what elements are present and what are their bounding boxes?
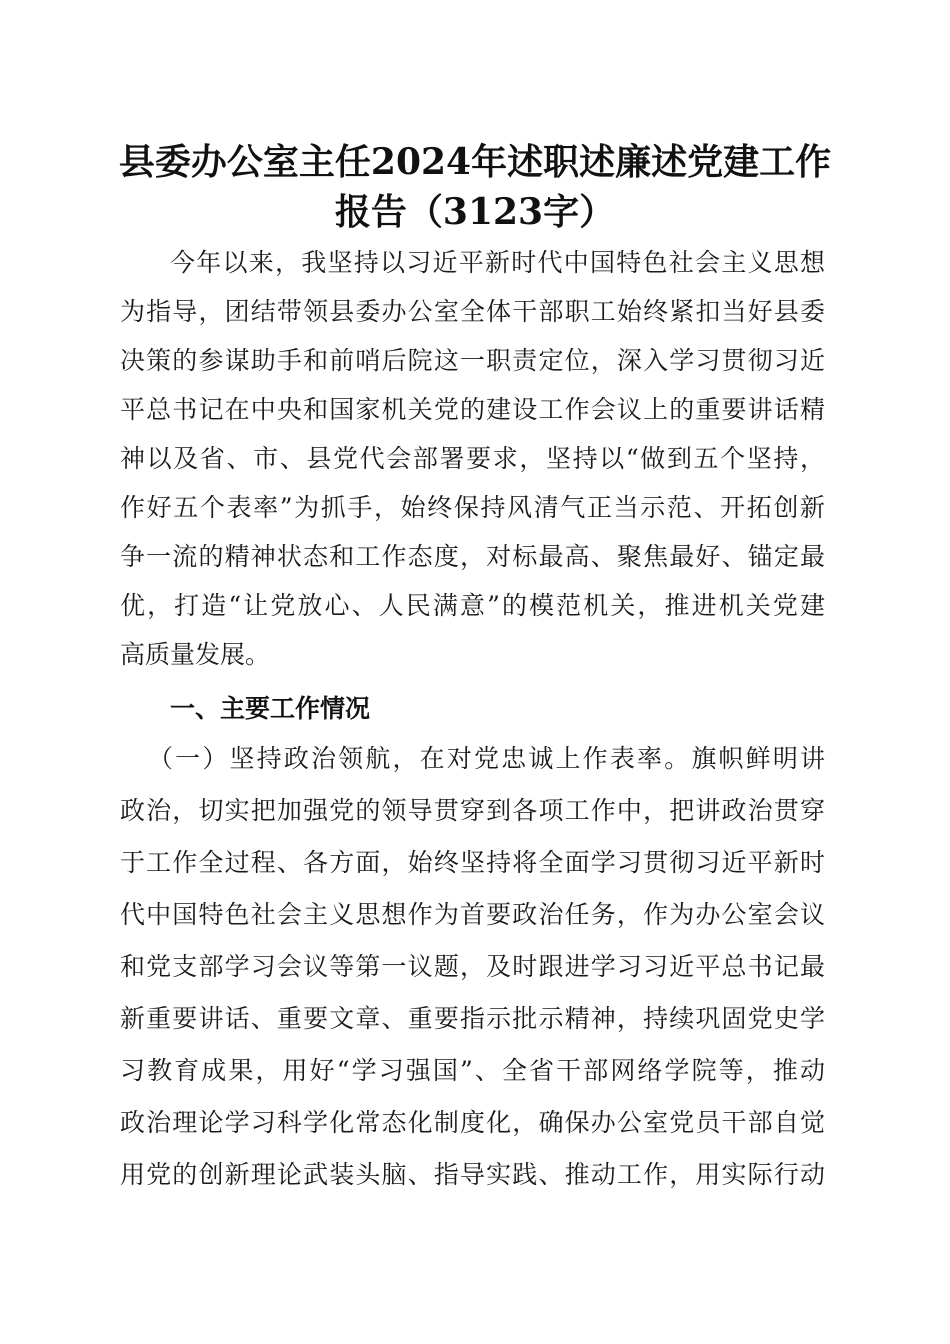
subsection-line: 用党的创新理论武装头脑、指导实践、推动工作，用实际行动: [120, 1160, 825, 1189]
document-title-line-2: 报告（3123字）: [334, 191, 616, 233]
subsection-line: 习教育成果，用好“学习强国”、全省干部网络学院等，推动: [120, 1056, 825, 1085]
subsection-line: 政治理论学习科学化常态化制度化，确保办公室党员干部自觉: [120, 1108, 825, 1137]
intro-line: 神以及省、市、县党代会部署要求，坚持以“做到五个坚持，: [120, 444, 825, 473]
intro-line: 作好五个表率”为抓手，始终保持风清气正当示范、开拓创新: [120, 493, 825, 522]
subsection-line: 于工作全过程、各方面，始终坚持将全面学习贯彻习近平新时: [120, 848, 825, 877]
subsection-line: 政治，切实把加强党的领导贯穿到各项工作中，把讲政治贯穿: [120, 796, 825, 825]
intro-line: 今年以来，我坚持以习近平新时代中国特色社会主义思想: [170, 248, 825, 277]
intro-line: 决策的参谋助手和前哨后院这一职责定位，深入学习贯彻习近: [120, 346, 825, 375]
document-title-line-1: 县委办公室主任2024年述职述廉述党建工作: [118, 141, 832, 183]
intro-line: 平总书记在中央和国家机关党的建设工作会议上的重要讲话精: [120, 395, 825, 424]
intro-line: 争一流的精神状态和工作态度，对标最高、聚焦最好、锚定最: [120, 542, 825, 571]
intro-line: 优，打造“让党放心、人民满意”的模范机关，推进机关党建: [120, 591, 825, 620]
intro-line: 高质量发展。: [120, 640, 271, 669]
section-heading: 一、主要工作情况: [170, 694, 371, 723]
subsection-line: 代中国特色社会主义思想作为首要政治任务，作为办公室会议: [120, 900, 825, 929]
subsection-first-line: （一）坚持政治领航，在对党忠诚上作表率。旗帜鲜明讲: [148, 744, 825, 773]
intro-line: 为指导，团结带领县委办公室全体干部职工始终紧扣当好县委: [120, 297, 825, 326]
subsection-line: 和党支部学习会议等第一议题，及时跟进学习习近平总书记最: [120, 952, 825, 981]
subsection-line: 新重要讲话、重要文章、重要指示批示精神，持续巩固党史学: [120, 1004, 825, 1033]
